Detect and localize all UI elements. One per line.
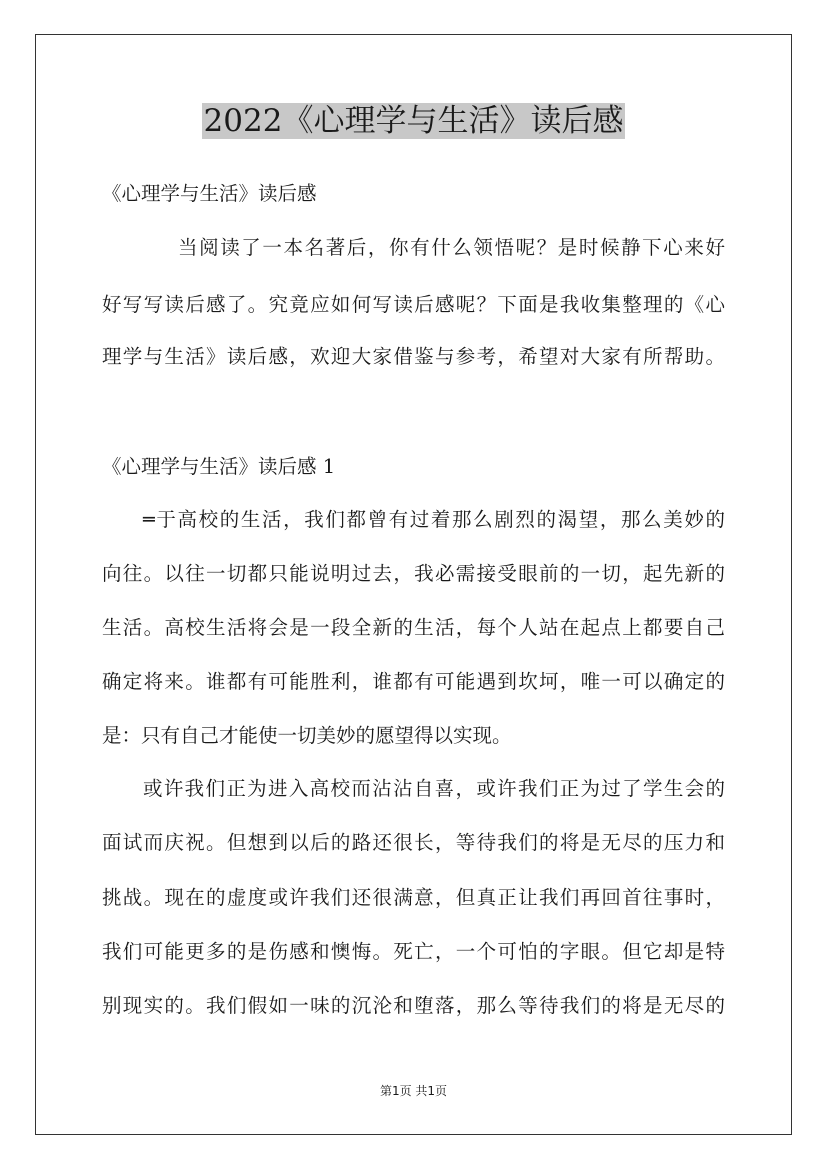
paragraph-line: 是：只有自己才能使一切美妙的愿望得以实现。 — [102, 724, 512, 747]
paragraph-line: 生活。高校生活将会是一段全新的生活，每个人站在起点上都要自己 — [102, 616, 725, 639]
document-title: 2022《心理学与生活》读后感 — [203, 103, 624, 139]
paragraph-line: 确定将来。谁都有可能胜利，谁都有可能遇到坎坷，唯一可以确定的 — [102, 670, 725, 693]
intro-line: 理学与生活》读后感，欢迎大家借鉴与参考，希望对大家有所帮助。 — [102, 345, 725, 368]
paragraph-line: 挑战。现在的虚度或许我们还很满意，但真正让我们再回首往事时， — [102, 886, 725, 909]
document-title-wrap — [0, 102, 827, 140]
paragraph-line: 或许我们正为进入高校而沾沾自喜，或许我们正为过了学生会的 — [143, 777, 725, 800]
intro-line: 当阅读了一本名著后，你有什么领悟呢？是时候静下心来好 — [178, 236, 725, 259]
paragraph-line: 我们可能更多的是伤感和懊悔。死亡，一个可怕的字眼。但它却是特 — [102, 940, 725, 963]
document-subtitle: 《心理学与生活》读后感 — [102, 182, 317, 205]
page-footer: 第1页 共1页 — [379, 1084, 448, 1098]
intro-line: 好写写读后感了。究竟应如何写读后感呢？下面是我收集整理的《心 — [102, 293, 725, 316]
section-heading: 《心理学与生活》读后感 1 — [102, 455, 336, 478]
paragraph-line: 别现实的。我们假如一味的沉沦和堕落，那么等待我们的将是无尽的 — [102, 994, 725, 1017]
paragraph-line: 向往。以往一切都只能说明过去，我必需接受眼前的一切，起先新的 — [102, 562, 725, 585]
paragraph-line: 面试而庆祝。但想到以后的路还很长，等待我们的将是无尽的压力和 — [102, 831, 725, 854]
paragraph-line: ═于高校的生活，我们都曾有过着那么剧烈的渴望，那么美妙的 — [143, 508, 725, 531]
